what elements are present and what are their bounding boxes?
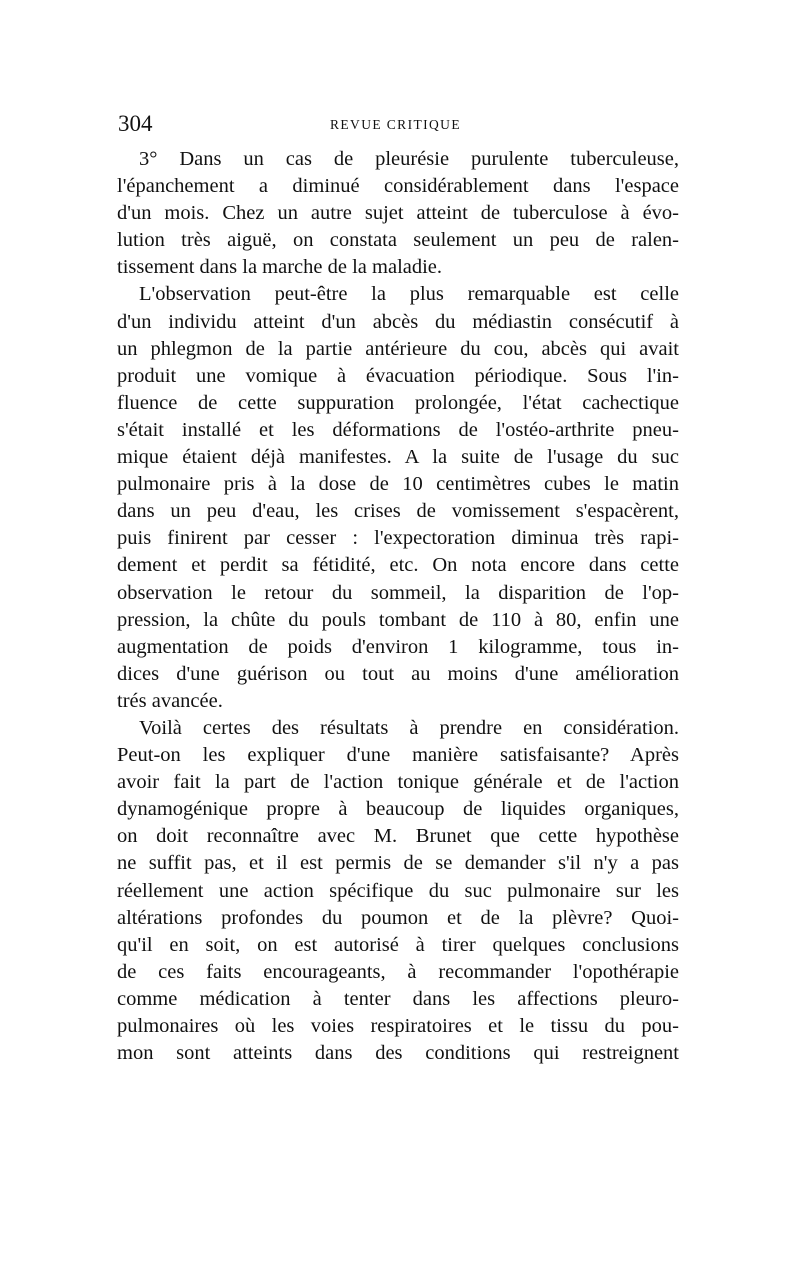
running-title: REVUE CRITIQUE xyxy=(330,117,461,132)
text-line: dynamogénique propre à beaucoup de liquides organiques, xyxy=(117,798,679,821)
text-line: Voilà certes des résultats à prendre en considération. xyxy=(139,716,679,739)
text-line: Peut-on les expliquer d'une manière satisfaisante? Après xyxy=(117,744,679,767)
text-line: fluence de cette suppuration prolongée, l'état cachectique xyxy=(117,391,679,414)
text-line: trés avancée. xyxy=(117,689,223,712)
text-line: puis finirent par cesser : l'expectoration diminua très rapi- xyxy=(117,527,679,550)
page-number: 304 xyxy=(118,111,153,136)
text-line: L'observation peut-être la plus remarquable est celle xyxy=(139,283,679,306)
text-line: dement et perdit sa fétidité, etc. On nota encore dans cette xyxy=(117,554,679,577)
text-line: tissement dans la marche de la maladie. xyxy=(117,256,443,279)
text-line: avoir fait la part de l'action tonique générale et de l'action xyxy=(117,771,679,794)
text-line: dices d'une guérison ou tout au moins d'une amélioration xyxy=(117,662,679,685)
text-line: augmentation de poids d'environ 1 kilogramme, tous in- xyxy=(117,635,679,658)
text-line: mon sont atteints dans des conditions qui restreignent xyxy=(117,1042,679,1065)
body-text xyxy=(117,146,679,1067)
text-line: 3° Dans un cas de pleurésie purulente tuberculeuse, xyxy=(139,148,679,170)
text-line: d'un mois. Chez un autre sujet atteint de tuberculose à évo- xyxy=(117,202,679,225)
text-line: on doit reconnaître avec M. Brunet que cette hypothèse xyxy=(117,825,679,848)
text-line: produit une vomique à évacuation périodique. Sous l'in- xyxy=(117,364,679,387)
text-line: altérations profondes du poumon et de la plèvre? Quoi- xyxy=(117,906,679,929)
text-line: d'un individu atteint d'un abcès du médiastin consécutif à xyxy=(117,310,679,333)
text-line: dans un peu d'eau, les crises de vomissement s'espacèrent, xyxy=(117,500,679,523)
text-line: pulmonaire pris à la dose de 10 centimètres cubes le matin xyxy=(117,473,679,496)
text-line: un phlegmon de la partie antérieure du cou, abcès qui avait xyxy=(117,337,679,360)
text-line: réellement une action spécifique du suc pulmonaire sur les xyxy=(117,879,679,902)
text-line: l'épanchement a diminué considérablement dans l'espace xyxy=(117,175,679,198)
text-line: pression, la chûte du pouls tombant de 110 à 80, enfin une xyxy=(117,608,679,631)
text-line: lution très aiguë, on constata seulement un peu de ralen- xyxy=(117,229,679,252)
text-line: ne suffit pas, et il est permis de se demander s'il n'y a pas xyxy=(117,852,679,875)
text-line: s'était installé et les déformations de l'ostéo-arthrite pneu- xyxy=(117,418,679,441)
text-line: de ces faits encourageants, à recommander l'opothérapie xyxy=(117,960,679,983)
text-line: comme médication à tenter dans les affections pleuro- xyxy=(117,987,679,1010)
text-line: mique étaient déjà manifestes. A la suite de l'usage du suc xyxy=(117,446,679,469)
text-line: pulmonaires où les voies respiratoires et le tissu du pou- xyxy=(117,1015,679,1037)
text-line: qu'il en soit, on est autorisé à tirer quelques conclusions xyxy=(117,933,679,956)
page-header xyxy=(118,104,678,144)
text-line: observation le retour du sommeil, la disparition de l'op- xyxy=(117,581,679,604)
